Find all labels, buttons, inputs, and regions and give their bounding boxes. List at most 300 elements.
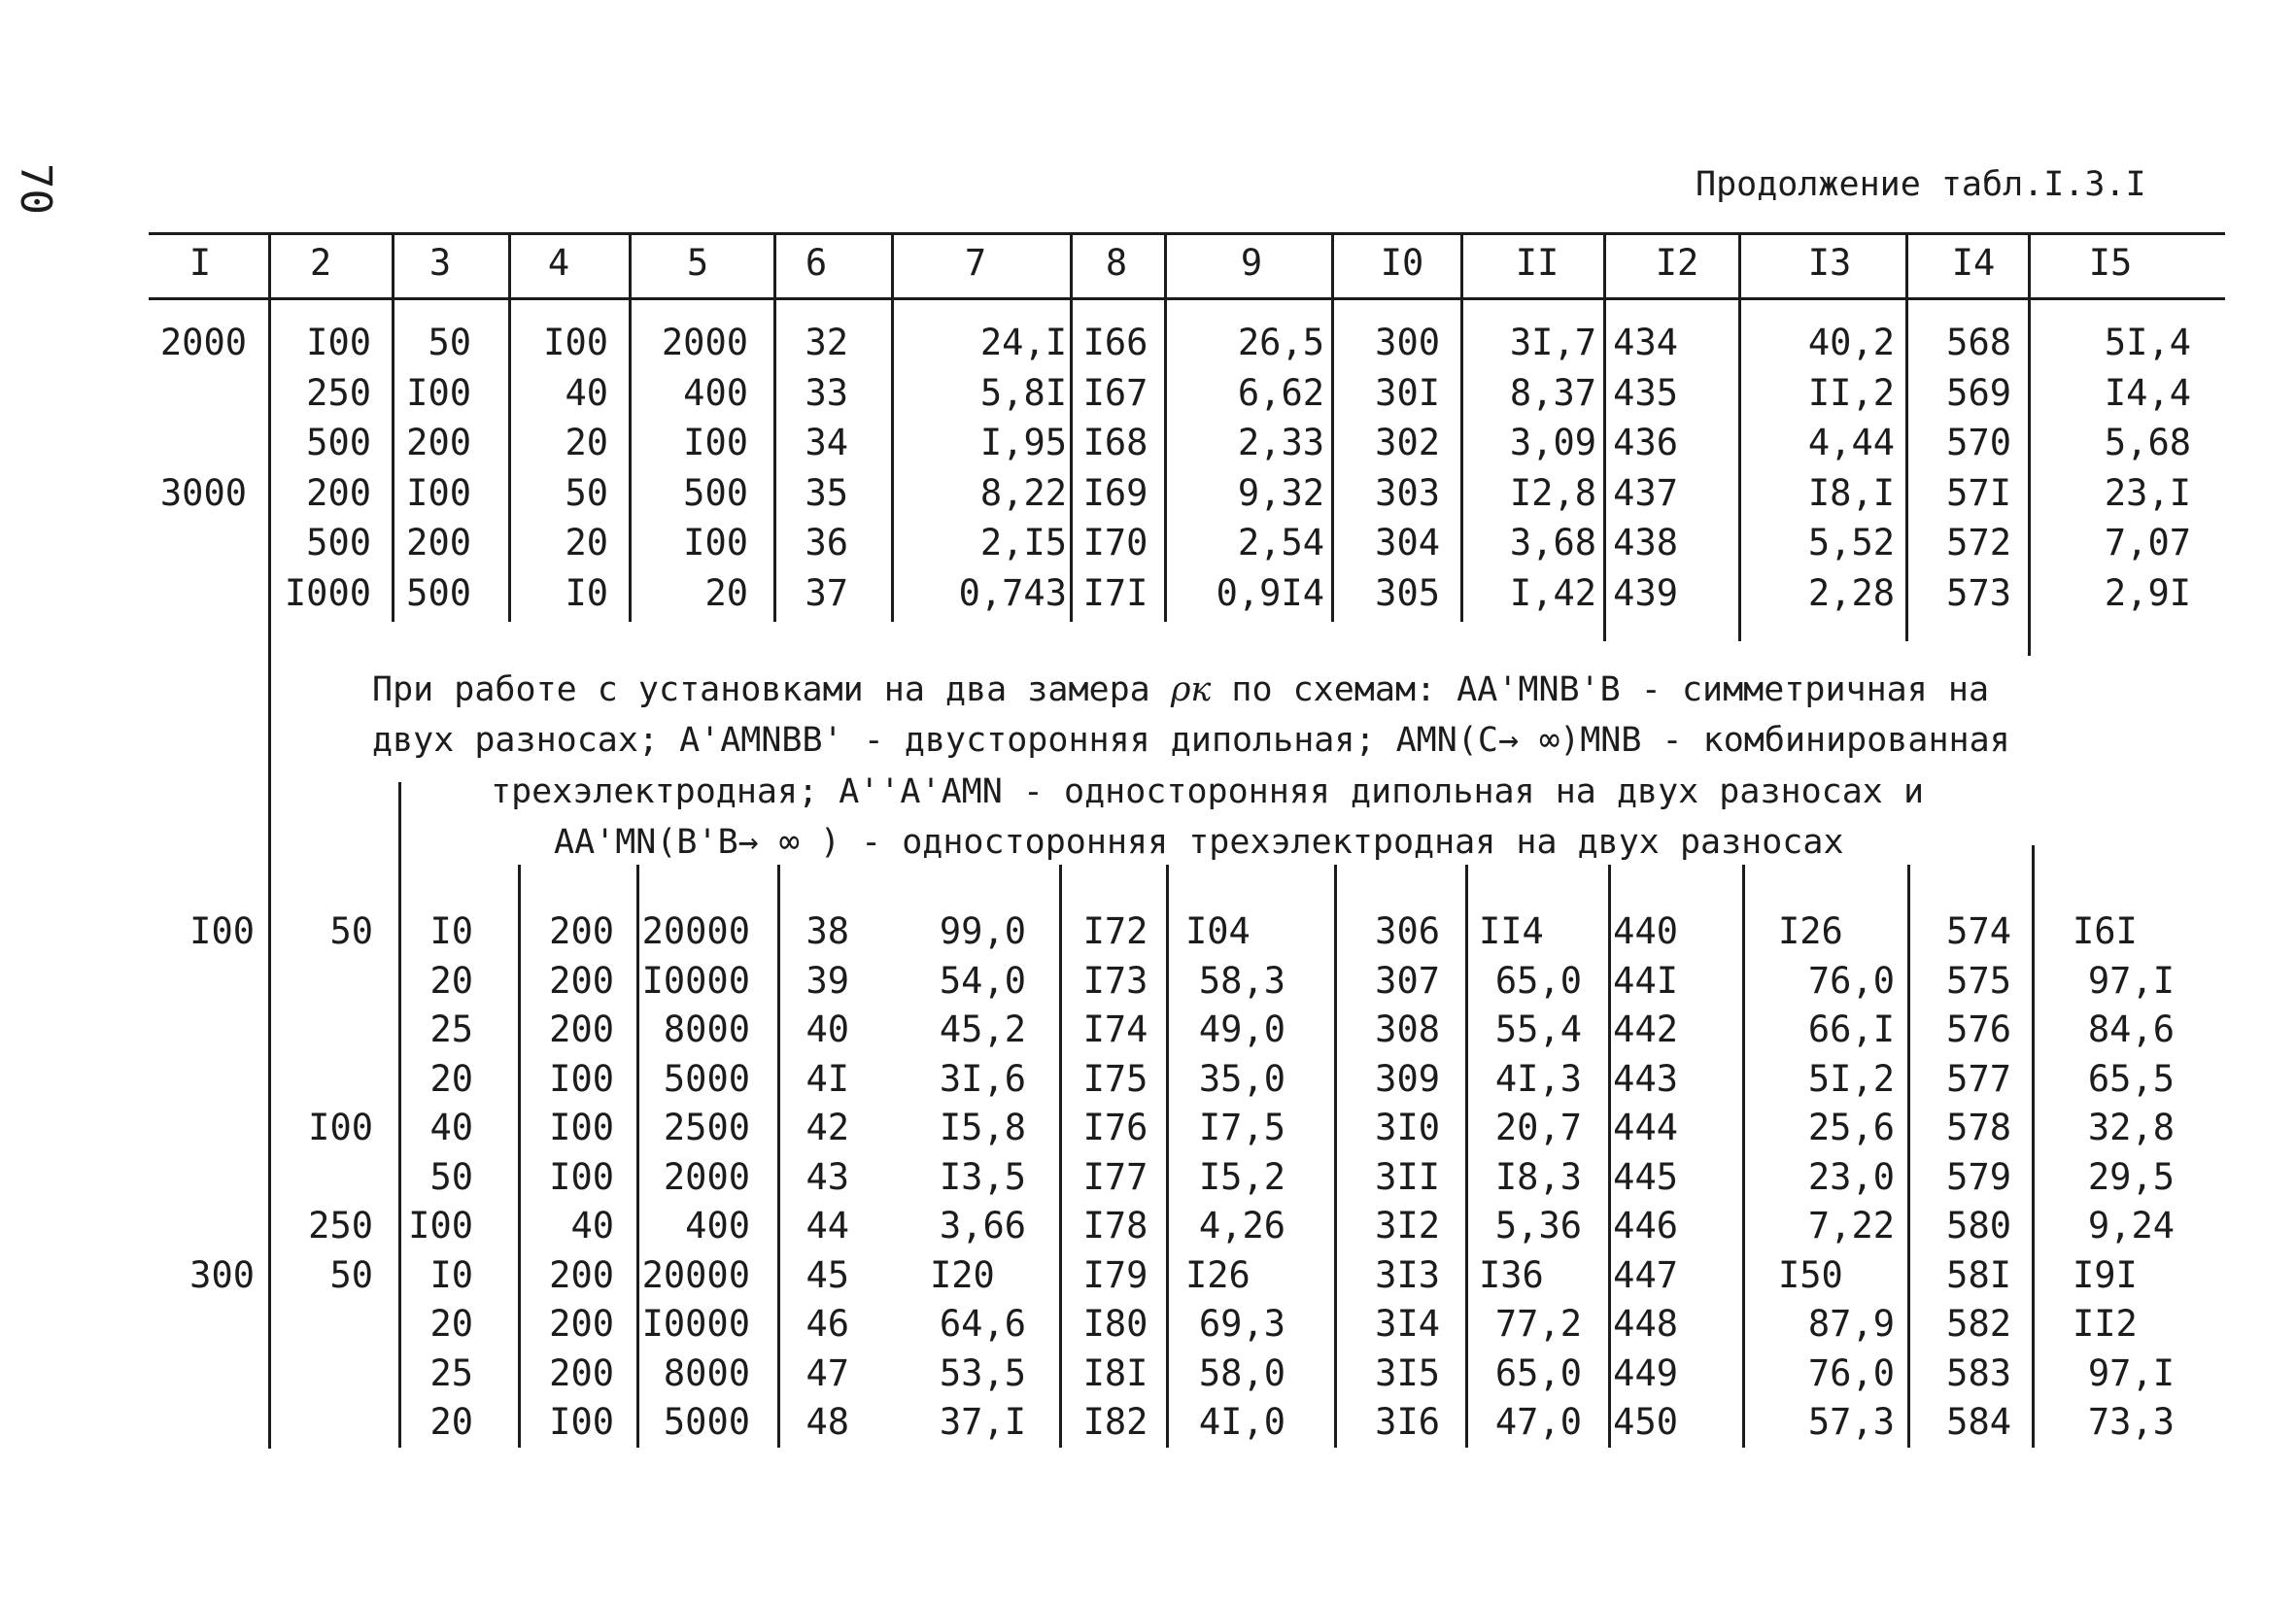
table-cell: 447 (1613, 1253, 1678, 1296)
column-header: I2 (1655, 242, 1699, 284)
table-cell: I80 (1082, 1303, 1148, 1345)
table-cell: 5,52 (1807, 522, 1895, 564)
table-cell: I2,8 (1509, 471, 1596, 514)
note-line: AA'MN(B'B→ ∞ ) - односторонняя трехэлектродная на двух разносах (554, 823, 1844, 862)
table-cell: I00 (406, 371, 471, 414)
table-cell: 577 (1946, 1057, 2011, 1100)
table-cell: 3,68 (1509, 522, 1596, 564)
table-cell: 443 (1613, 1057, 1678, 1100)
col-separator (1603, 297, 1606, 641)
table-cell: 25,6 (1807, 1107, 1895, 1148)
table-cell: 20 (429, 1401, 473, 1443)
table-cell: 20,7 (1494, 1107, 1582, 1148)
table-cell: 437 (1613, 471, 1678, 514)
table-cell: 448 (1613, 1303, 1678, 1345)
table-cell: I,95 (979, 422, 1067, 463)
table-cell: I8I (1082, 1351, 1148, 1394)
table-cell: 2000 (159, 322, 247, 363)
col-separator (1059, 865, 1062, 1448)
header-col-separator (2028, 232, 2031, 297)
table-cell: 2000 (663, 1155, 750, 1198)
table-cell: II,2 (1807, 371, 1895, 414)
col-separator (1166, 865, 1169, 1448)
table-cell: 69,3 (1198, 1303, 1285, 1345)
table-cell: I4,4 (2104, 371, 2191, 414)
table-cell: 438 (1613, 522, 1678, 564)
table-cell: 200 (306, 471, 371, 514)
column-header: 7 (964, 242, 987, 284)
table-cell: 580 (1946, 1205, 2011, 1247)
table-cell: I00 (549, 1401, 614, 1443)
table-cell: 36 (805, 522, 848, 564)
col-separator (1460, 297, 1463, 622)
table-cell: 444 (1613, 1107, 1678, 1148)
table-cell: 200 (549, 1253, 614, 1296)
table-cell: 200 (549, 1351, 614, 1394)
column-header: 5 (686, 242, 709, 284)
table-cell: 3I5 (1375, 1351, 1440, 1394)
table-cell: 4I,3 (1494, 1057, 1582, 1100)
table-cell: I76 (1082, 1107, 1148, 1148)
table-cell: 5,8I (979, 371, 1067, 414)
column-header: I3 (1807, 242, 1852, 284)
table-cell: 5,36 (1494, 1205, 1582, 1247)
table-cell: 47,0 (1494, 1401, 1582, 1443)
note-text: по схемам: AA'MNB'B - симметричная на (1211, 670, 1990, 709)
table-cell: 435 (1613, 371, 1678, 414)
table-cell: 582 (1946, 1303, 2011, 1345)
table-cell: 7,22 (1807, 1205, 1895, 1247)
table-cell: 76,0 (1807, 959, 1895, 1002)
col-separator (1331, 297, 1334, 622)
table-cell: 24,I (979, 322, 1067, 363)
table-cell: 576 (1946, 1008, 2011, 1050)
table-cell: 2,28 (1807, 571, 1895, 614)
table-cell: 300 (189, 1253, 255, 1296)
column-header: 3 (428, 242, 452, 284)
table-cell: I000 (284, 571, 371, 614)
col-separator (1738, 297, 1741, 641)
table-cell: 574 (1946, 910, 2011, 952)
table-cell: 40,2 (1807, 322, 1895, 363)
table-cell: 58,0 (1198, 1351, 1285, 1394)
col-separator (2032, 845, 2035, 1448)
table-cell: 307 (1375, 959, 1440, 1002)
table-cell: 47 (805, 1351, 849, 1394)
table-cell: 20000 (641, 1253, 750, 1296)
table-cell: I26 (1185, 1253, 1251, 1296)
table-cell: 302 (1375, 422, 1440, 463)
col-separator (268, 297, 271, 1449)
table-cell: I,42 (1509, 571, 1596, 614)
table-cell: I0000 (641, 959, 750, 1002)
column-header: 8 (1105, 242, 1128, 284)
table-cell: 65,0 (1494, 1351, 1582, 1394)
table-cell: 39 (805, 959, 849, 1002)
column-header: I0 (1380, 242, 1424, 284)
table-cell: 309 (1375, 1057, 1440, 1100)
table-cell: 50 (329, 1253, 373, 1296)
col-separator (398, 782, 401, 1448)
col-separator (636, 865, 639, 1448)
table-cell: 45,2 (939, 1008, 1026, 1050)
table-cell: 5I,4 (2104, 322, 2191, 363)
table-cell: 57I (1946, 471, 2011, 514)
table-cell: 583 (1946, 1351, 2011, 1394)
header-col-separator (1331, 232, 1334, 297)
table-cell: 54,0 (939, 959, 1026, 1002)
table-cell: I00 (549, 1057, 614, 1100)
table-cell: 58I (1946, 1253, 2011, 1296)
col-separator (1742, 865, 1745, 1448)
column-header: 6 (805, 242, 828, 284)
table-cell: I69 (1082, 471, 1148, 514)
table-cell: 3I2 (1375, 1205, 1440, 1247)
table-cell: I00 (308, 1107, 373, 1148)
table-cell: 2,33 (1237, 422, 1324, 463)
table-cell: 434 (1613, 322, 1678, 363)
table-cell: I68 (1082, 422, 1148, 463)
table-cell: 0,9I4 (1216, 571, 1324, 614)
col-separator (777, 865, 780, 1448)
table-cell: I5,2 (1198, 1155, 1285, 1198)
table-cell: 8,22 (979, 471, 1067, 514)
table-cell: II2 (2073, 1303, 2138, 1345)
table-cell: 32,8 (2087, 1107, 2175, 1148)
table-cell: 305 (1375, 571, 1440, 614)
table-cell: 25 (429, 1351, 473, 1394)
table-cell: 65,5 (2087, 1057, 2175, 1100)
table-cell: 4,44 (1807, 422, 1895, 463)
table-cell: 584 (1946, 1401, 2011, 1443)
table-cell: 20 (429, 1303, 473, 1345)
table-cell: 200 (549, 1303, 614, 1345)
table-cell: I72 (1082, 910, 1148, 952)
col-separator (2028, 297, 2031, 656)
header-col-separator (1905, 232, 1908, 297)
table-cell: I00 (549, 1155, 614, 1198)
table-cell: I26 (1778, 910, 1843, 952)
note-line (372, 670, 1989, 709)
table-cell: 50 (428, 322, 471, 363)
table-cell: I00 (189, 910, 255, 952)
table-cell: 50 (329, 910, 373, 952)
table-cell: 578 (1946, 1107, 2011, 1148)
table-cell: 8000 (663, 1008, 750, 1050)
table-cell: I67 (1082, 371, 1148, 414)
table-cell: 46 (805, 1303, 849, 1345)
column-header: 9 (1240, 242, 1263, 284)
table-cell: 4I (805, 1057, 849, 1100)
table-cell: 3I,7 (1509, 322, 1596, 363)
table-cell: I77 (1082, 1155, 1148, 1198)
table-cell: 250 (306, 371, 371, 414)
table-cell: 445 (1613, 1155, 1678, 1198)
table-cell: 40 (570, 1205, 614, 1247)
table-cell: 44I (1613, 959, 1678, 1002)
table-cell: 34 (805, 422, 848, 463)
table-cell: 5000 (663, 1057, 750, 1100)
header-col-separator (508, 232, 511, 297)
note-line: трехэлектродная; A''A'AMN - односторонняя дипольная на двух разносах и (491, 772, 1925, 811)
column-header: 2 (309, 242, 332, 284)
table-cell: 35,0 (1198, 1057, 1285, 1100)
table-cell: 3,66 (939, 1205, 1026, 1247)
table-cell: 8,37 (1509, 371, 1596, 414)
table-cell: 38 (805, 910, 849, 952)
table-cell: 48 (805, 1401, 849, 1443)
table-cell: 40 (805, 1008, 849, 1050)
table-cell: 40 (429, 1107, 473, 1148)
table-cell: 77,2 (1494, 1303, 1582, 1345)
table-cell: I50 (1778, 1253, 1843, 1296)
table-cell: 3,09 (1509, 422, 1596, 463)
table-cell: I75 (1082, 1057, 1148, 1100)
table-cell: 9,24 (2087, 1205, 2175, 1247)
table-cell: 20 (565, 422, 608, 463)
header-col-separator (1460, 232, 1463, 297)
table-cell: 4I,0 (1198, 1401, 1285, 1443)
table-cell: I70 (1082, 522, 1148, 564)
table-cell: I8,3 (1494, 1155, 1582, 1198)
table-cell: 442 (1613, 1008, 1678, 1050)
table-cell: 440 (1613, 910, 1678, 952)
col-separator (392, 297, 394, 622)
col-separator (508, 297, 511, 622)
table-cell: I00 (543, 322, 608, 363)
table-cell: 23,0 (1807, 1155, 1895, 1198)
column-header: I4 (1951, 242, 1996, 284)
table-cell: 3I6 (1375, 1401, 1440, 1443)
header-bottom-rule (149, 297, 2225, 300)
table-cell: 579 (1946, 1155, 2011, 1198)
col-separator (1465, 865, 1468, 1448)
table-cell: I73 (1082, 959, 1148, 1002)
table-cell: 4,26 (1198, 1205, 1285, 1247)
table-cell: I6I (2073, 910, 2138, 952)
col-separator (1070, 297, 1073, 622)
table-cell: 400 (685, 1205, 750, 1247)
col-separator (891, 297, 894, 622)
table-cell: 568 (1946, 322, 2011, 363)
table-cell: 5000 (663, 1401, 750, 1443)
table-cell: 3I0 (1375, 1107, 1440, 1148)
table-cell: 250 (308, 1205, 373, 1247)
header-col-separator (1164, 232, 1167, 297)
column-header: II (1515, 242, 1559, 284)
table-cell: I9I (2073, 1253, 2138, 1296)
table-cell: 53,5 (939, 1351, 1026, 1394)
table-cell: 33 (805, 371, 848, 414)
table-cell: 500 (683, 471, 748, 514)
table-cell: 20 (704, 571, 748, 614)
table-cell: 97,I (2087, 1351, 2175, 1394)
table-cell: 570 (1946, 422, 2011, 463)
column-header: I (188, 242, 212, 284)
table-cell: I0 (565, 571, 608, 614)
table-cell: 43 (805, 1155, 849, 1198)
col-separator (1907, 865, 1910, 1448)
table-cell: 7,07 (2104, 522, 2191, 564)
table-cell: I00 (549, 1107, 614, 1148)
table-cell: 306 (1375, 910, 1440, 952)
table-cell: 76,0 (1807, 1351, 1895, 1394)
table-cell: 2,54 (1237, 522, 1324, 564)
table-cell: 300 (1375, 322, 1440, 363)
table-cell: 23,I (2104, 471, 2191, 514)
table-cell: I5,8 (939, 1107, 1026, 1148)
table-cell: 3I4 (1375, 1303, 1440, 1345)
table-cell: 29,5 (2087, 1155, 2175, 1198)
table-cell: I8,I (1807, 471, 1895, 514)
table-cell: 3I3 (1375, 1253, 1440, 1296)
table-cell: 439 (1613, 571, 1678, 614)
table-cell: 58,3 (1198, 959, 1285, 1002)
table-cell: I04 (1185, 910, 1251, 952)
table-cell: I0 (429, 1253, 473, 1296)
column-header: 4 (547, 242, 570, 284)
table-cell: 449 (1613, 1351, 1678, 1394)
table-cell: 55,4 (1494, 1008, 1582, 1050)
header-col-separator (1070, 232, 1073, 297)
table-cell: 20 (429, 1057, 473, 1100)
header-col-separator (629, 232, 632, 297)
column-header: I5 (2088, 242, 2133, 284)
table-caption: Продолжение табл.I.3.I (1696, 165, 2146, 204)
col-separator (629, 297, 632, 622)
table-cell: 500 (406, 571, 471, 614)
table-cell: 0,743 (958, 571, 1067, 614)
table-cell: 436 (1613, 422, 1678, 463)
table-cell: 572 (1946, 522, 2011, 564)
table-cell: 32 (805, 322, 848, 363)
table-cell: 3000 (159, 471, 247, 514)
table-cell: I0000 (641, 1303, 750, 1345)
table-cell: 37,I (939, 1401, 1026, 1443)
table-cell: I00 (408, 1205, 473, 1247)
table-cell: 25 (429, 1008, 473, 1050)
table-cell: I82 (1082, 1401, 1148, 1443)
table-cell: I00 (406, 471, 471, 514)
table-cell: 308 (1375, 1008, 1440, 1050)
table-cell: 200 (406, 522, 471, 564)
table-cell: 57,3 (1807, 1401, 1895, 1443)
table-cell: 73,3 (2087, 1401, 2175, 1443)
page-number: 70 (11, 163, 60, 215)
rho-k-symbol: ρк (1170, 670, 1212, 709)
table-cell: 2500 (663, 1107, 750, 1148)
header-col-separator (268, 232, 271, 297)
table-cell: 50 (429, 1155, 473, 1198)
col-separator (1334, 865, 1337, 1448)
table-cell: II4 (1479, 910, 1544, 952)
table-cell: 40 (565, 371, 608, 414)
table-cell: 5,68 (2104, 422, 2191, 463)
table-cell: 2,9I (2104, 571, 2191, 614)
table-cell: 45 (805, 1253, 849, 1296)
col-separator (1608, 865, 1611, 1448)
table-cell: 569 (1946, 371, 2011, 414)
table-cell: 9,32 (1237, 471, 1324, 514)
table-cell: I78 (1082, 1205, 1148, 1247)
table-cell: 64,6 (939, 1303, 1026, 1345)
header-col-separator (773, 232, 776, 297)
table-cell: 575 (1946, 959, 2011, 1002)
note-line: двух разносах; A'AMNBB' - двусторонняя дипольная; AMN(C→ ∞)MNB - комбинированная (372, 721, 2010, 760)
col-separator (773, 297, 776, 622)
table-cell: 84,6 (2087, 1008, 2175, 1050)
table-cell: 400 (683, 371, 748, 414)
table-cell: 42 (805, 1107, 849, 1148)
col-separator (518, 865, 521, 1448)
table-cell: 44 (805, 1205, 849, 1247)
table-cell: I0 (429, 910, 473, 952)
table-cell: I7I (1082, 571, 1148, 614)
table-cell: I00 (683, 422, 748, 463)
table-cell: 304 (1375, 522, 1440, 564)
table-cell: I20 (930, 1253, 995, 1296)
table-cell: I3,5 (939, 1155, 1026, 1198)
table-cell: 87,9 (1807, 1303, 1895, 1345)
table-cell: 450 (1613, 1401, 1678, 1443)
header-col-separator (891, 232, 894, 297)
table-cell: 20 (565, 522, 608, 564)
table-cell: 5I,2 (1807, 1057, 1895, 1100)
table-cell: 49,0 (1198, 1008, 1285, 1050)
table-cell: 65,0 (1494, 959, 1582, 1002)
table-cell: 99,0 (939, 910, 1026, 952)
header-top-rule (149, 232, 2225, 235)
table-cell: 200 (549, 1008, 614, 1050)
header-col-separator (392, 232, 394, 297)
header-col-separator (1738, 232, 1741, 297)
table-cell: 303 (1375, 471, 1440, 514)
table-cell: I66 (1082, 322, 1148, 363)
table-cell: I79 (1082, 1253, 1148, 1296)
table-cell: 200 (549, 959, 614, 1002)
table-cell: 20 (429, 959, 473, 1002)
table-cell: 35 (805, 471, 848, 514)
col-separator (1164, 297, 1167, 622)
table-cell: I74 (1082, 1008, 1148, 1050)
table-cell: 30I (1375, 371, 1440, 414)
col-separator (1905, 297, 1908, 641)
table-cell: 26,5 (1237, 322, 1324, 363)
table-cell: 3I,6 (939, 1057, 1026, 1100)
table-cell: 20000 (641, 910, 750, 952)
table-cell: 200 (406, 422, 471, 463)
table-cell: 66,I (1807, 1008, 1895, 1050)
table-cell: I7,5 (1198, 1107, 1285, 1148)
table-cell: 37 (805, 571, 848, 614)
note-text: При работе с установками на два замера (372, 670, 1171, 709)
table-cell: I00 (683, 522, 748, 564)
table-cell: 3II (1375, 1155, 1440, 1198)
table-cell: I00 (306, 322, 371, 363)
header-col-separator (1603, 232, 1606, 297)
table-cell: 446 (1613, 1205, 1678, 1247)
table-cell: 50 (565, 471, 608, 514)
table-cell: 8000 (663, 1351, 750, 1394)
table-cell: I36 (1479, 1253, 1544, 1296)
table-cell: 2000 (661, 322, 748, 363)
table-cell: 500 (306, 422, 371, 463)
table-cell: 573 (1946, 571, 2011, 614)
table-cell: 6,62 (1237, 371, 1324, 414)
table-cell: 97,I (2087, 959, 2175, 1002)
table-cell: 500 (306, 522, 371, 564)
table-cell: 200 (549, 910, 614, 952)
